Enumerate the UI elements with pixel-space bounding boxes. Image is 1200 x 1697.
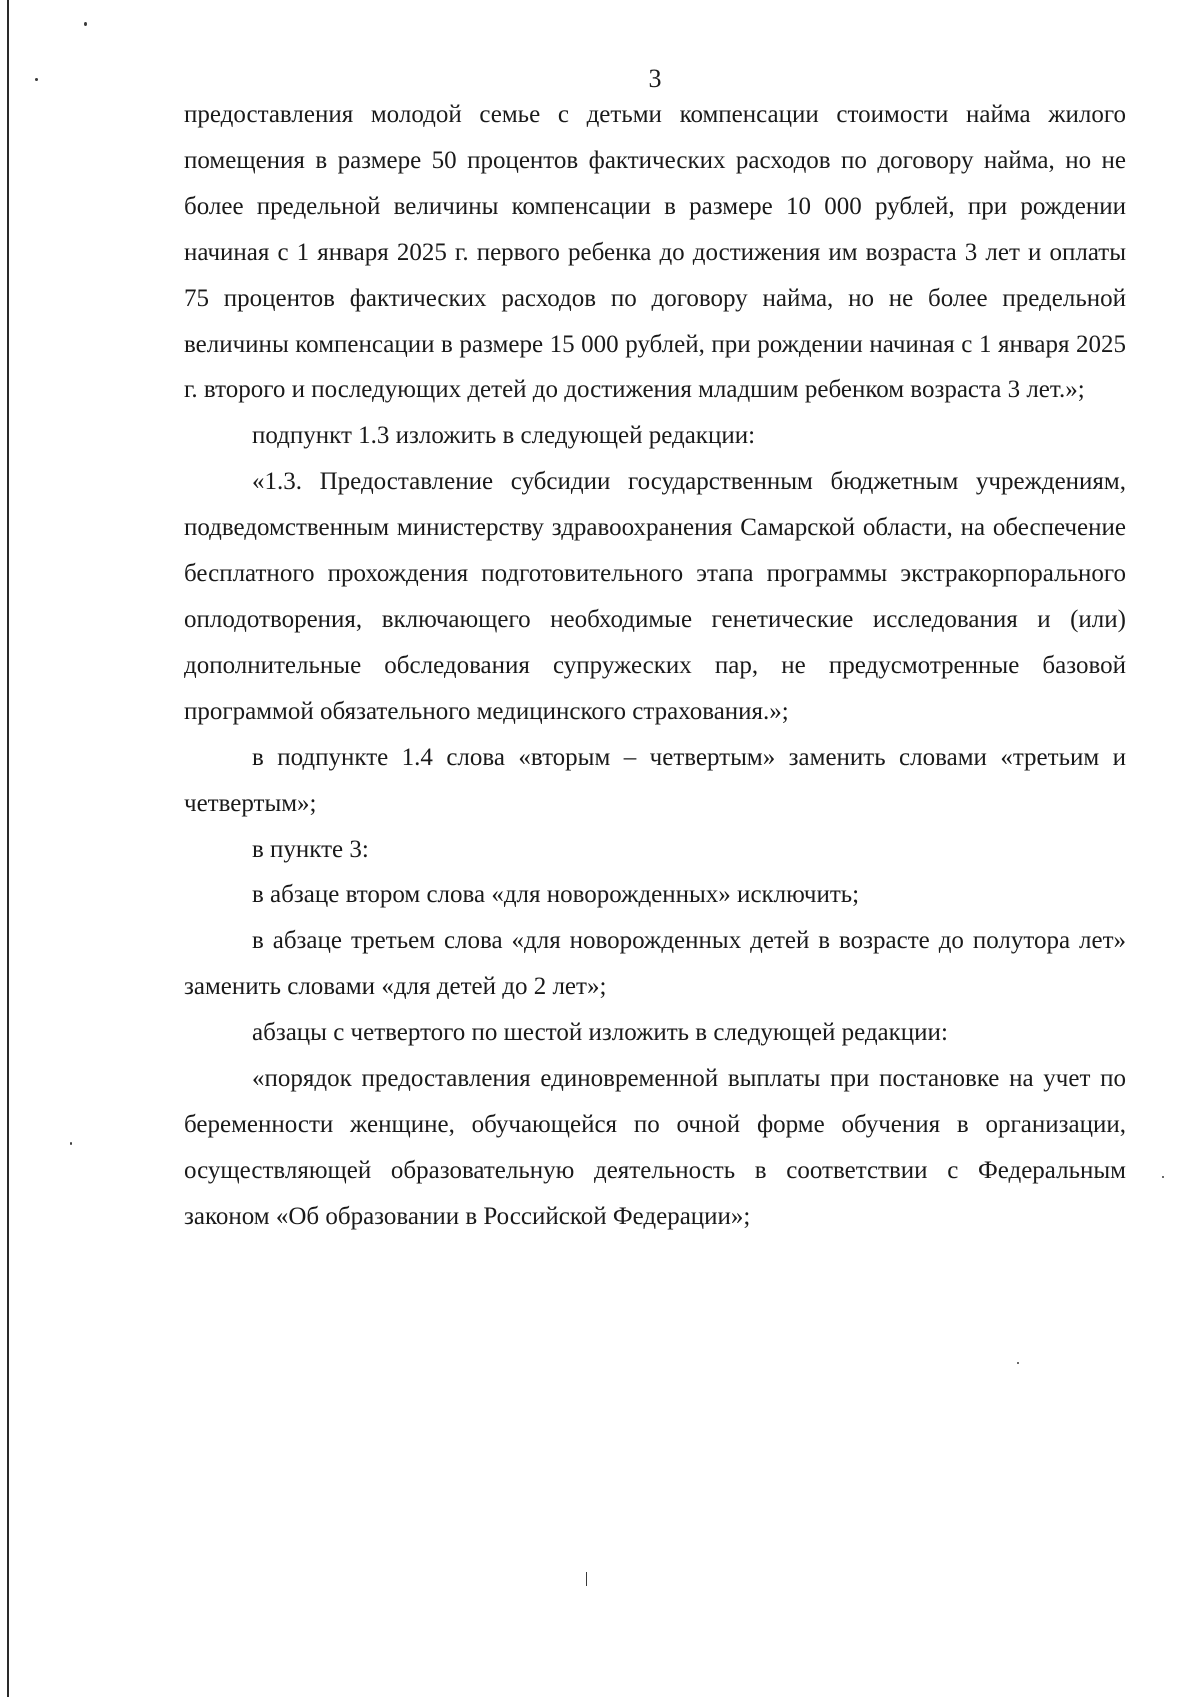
scan-speck xyxy=(586,1572,587,1586)
page-number: 3 xyxy=(648,64,662,93)
paragraph: «1.3. Предоставление субсидии государственным бюджетным учреждениям, подведомственным министерству здравоохранения Самарской области, на обеспечение бесплатного прохождения подготовительного этапа программы экстракорпорального оплодотворения, включающего необходимые генетические исследования и (или) дополнительные обследования супружеских пар, не предусмотренные базовой программой обязательного медицинского страхования.»; xyxy=(184,468,1126,725)
paragraph-continuation: предоставления молодой семье с детьми компенсации стоимости найма жилого помещения в размере 50 процентов фактических расходов по договору найма, но не более предельной величины компенсации в размере 10 000 рублей, при рождении начиная с 1 января 2025 г. первого ребенка до достижения им возраста 3 лет и оплаты 75 процентов фактических расходов по договору найма, но не более предельной величины компенсации в размере 15 000 рублей, при рождении начиная с 1 января 2025 г. второго и последующих детей до достижения младшим ребенком возраста 3 лет.»; xyxy=(184,101,1126,404)
paragraph: в подпункте 1.4 слова «вторым – четвертым» заменить словами «третьим и четвертым»; xyxy=(184,743,1126,817)
scan-border-line xyxy=(7,0,9,1697)
scan-speck xyxy=(84,22,87,26)
paragraph: подпункт 1.3 изложить в следующей редакции: xyxy=(252,422,756,450)
paragraph: «порядок предоставления единовременной выплаты при постановке на учет по беременности женщине, обучающейся по очной форме обучения в организации, осуществляющей образовательную деятельность в соответствии с Федеральным законом «Об образовании в Российской Федерации»; xyxy=(184,1065,1126,1230)
paragraph: абзацы с четвертого по шестой изложить в следующей редакции: xyxy=(252,1019,948,1047)
paragraph: в абзаце втором слова «для новорожденных» исключить; xyxy=(252,881,860,909)
paragraph: в пункте 3: xyxy=(252,835,369,863)
paragraph: в абзаце третьем слова «для новорожденных детей в возрасте до полутора лет» заменить словами «для детей до 2 лет»; xyxy=(184,927,1126,1001)
scan-speck xyxy=(70,1142,72,1145)
scan-speck xyxy=(1017,1362,1019,1364)
scan-speck xyxy=(1162,1176,1164,1178)
document-body xyxy=(184,92,1126,1240)
